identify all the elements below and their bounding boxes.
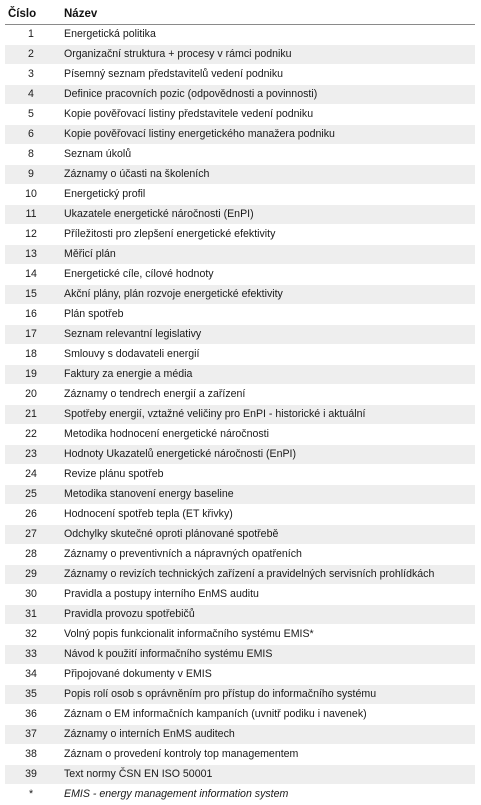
row-name: Energetická politika [60,25,475,45]
row-number: 11 [5,205,60,225]
table-row [5,385,475,405]
table-row [5,605,475,625]
row-name: Faktury za energie a média [60,365,475,385]
row-name: Hodnocení spotřeb tepla (ET křivky) [60,505,475,525]
row-name: Spotřeby energií, vztažné veličiny pro EnPI - historické i aktuální [60,405,475,425]
row-name: Pravidla provozu spotřebičů [60,605,475,625]
row-number: 32 [5,625,60,645]
table-row [5,345,475,365]
table-row [5,705,475,725]
row-name: Metodika hodnocení energetické náročnosti [60,425,475,445]
row-number: 25 [5,485,60,505]
row-number: 39 [5,765,60,785]
row-name: Záznam o provedení kontroly top managementem [60,745,475,765]
row-name: Připojované dokumenty v EMIS [60,665,475,685]
row-number: 36 [5,705,60,725]
row-number: 29 [5,565,60,585]
table-row [5,185,475,205]
table-row [5,325,475,345]
table-row [5,25,475,45]
row-name: Záznamy o tendrech energií a zařízení [60,385,475,405]
table-row [5,85,475,105]
row-number: 4 [5,85,60,105]
row-name: Seznam úkolů [60,145,475,165]
row-number: 22 [5,425,60,445]
table-row [5,665,475,685]
row-name: Záznamy o interních EnMS auditech [60,725,475,745]
row-name: Seznam relevantní legislativy [60,325,475,345]
table-row [5,765,475,785]
row-name: Volný popis funkcionalit informačního systému EMIS* [60,625,475,645]
table-row [5,305,475,325]
row-number: 28 [5,545,60,565]
row-number: 35 [5,685,60,705]
table-row [5,265,475,285]
row-number: 16 [5,305,60,325]
column-header-number: Číslo [5,4,60,25]
row-number: 24 [5,465,60,485]
row-name: Plán spotřeb [60,305,475,325]
row-name: Energetické cíle, cílové hodnoty [60,265,475,285]
table-row [5,105,475,125]
row-number: 6 [5,125,60,145]
row-name: Měřicí plán [60,245,475,265]
row-name: Odchylky skutečné oproti plánované spotřebě [60,525,475,545]
table-row [5,225,475,245]
row-name: Kopie pověřovací listiny energetického manažera podniku [60,125,475,145]
row-number: 15 [5,285,60,305]
table-row [5,125,475,145]
table-header-row [5,4,475,25]
footnote-marker: * [5,785,60,805]
footnote-row [5,785,475,805]
table-row [5,65,475,85]
row-name: Kopie pověřovací listiny představitele vedení podniku [60,105,475,125]
row-number: 21 [5,405,60,425]
table-row [5,725,475,745]
row-number: 31 [5,605,60,625]
row-number: 9 [5,165,60,185]
row-number: 20 [5,385,60,405]
table-row [5,505,475,525]
row-number: 34 [5,665,60,685]
documents-table [5,4,475,805]
row-number: 30 [5,585,60,605]
row-name: Akční plány, plán rozvoje energetické efektivity [60,285,475,305]
row-number: 3 [5,65,60,85]
row-name: Záznam o EM informačních kampaních (uvnitř podiku i navenek) [60,705,475,725]
table-row [5,425,475,445]
row-name: Ukazatele energetické náročnosti (EnPI) [60,205,475,225]
row-number: 33 [5,645,60,665]
row-name: Energetický profil [60,185,475,205]
table-row [5,405,475,425]
row-number: 2 [5,45,60,65]
row-name: Smlouvy s dodavateli energií [60,345,475,365]
row-name: Záznamy o účasti na školeních [60,165,475,185]
table-row [5,485,475,505]
table-row [5,585,475,605]
row-number: 8 [5,145,60,165]
row-name: Text normy ČSN EN ISO 50001 [60,765,475,785]
row-number: 27 [5,525,60,545]
row-number: 18 [5,345,60,365]
table-row [5,745,475,765]
row-number: 14 [5,265,60,285]
table-row [5,465,475,485]
row-number: 5 [5,105,60,125]
table-body [5,25,475,805]
column-header-name: Název [60,4,475,25]
table-row [5,45,475,65]
row-number: 1 [5,25,60,45]
row-name: Návod k použití informačního systému EMIS [60,645,475,665]
table-row [5,165,475,185]
table-row [5,545,475,565]
table-row [5,445,475,465]
row-number: 10 [5,185,60,205]
row-number: 37 [5,725,60,745]
table-row [5,145,475,165]
row-number: 19 [5,365,60,385]
table-row [5,365,475,385]
row-name: Příležitosti pro zlepšení energetické efektivity [60,225,475,245]
row-name: Metodika stanovení energy baseline [60,485,475,505]
table-row [5,685,475,705]
table-row [5,205,475,225]
footnote-text: EMIS - energy management information system [60,785,475,805]
table-row [5,565,475,585]
row-name: Pravidla a postupy interního EnMS auditu [60,585,475,605]
row-name: Popis rolí osob s oprávněním pro přístup do informačního systému [60,685,475,705]
row-name: Revize plánu spotřeb [60,465,475,485]
row-name: Záznamy o preventivních a nápravných opatřeních [60,545,475,565]
row-number: 12 [5,225,60,245]
table-row [5,525,475,545]
row-name: Definice pracovních pozic (odpovědnosti a povinnosti) [60,85,475,105]
table-row [5,645,475,665]
row-name: Písemný seznam představitelů vedení podniku [60,65,475,85]
row-number: 38 [5,745,60,765]
row-number: 13 [5,245,60,265]
table-row [5,285,475,305]
table-row [5,245,475,265]
row-number: 17 [5,325,60,345]
row-name: Hodnoty Ukazatelů energetické náročnosti (EnPI) [60,445,475,465]
row-number: 26 [5,505,60,525]
row-name: Organizační struktura + procesy v rámci podniku [60,45,475,65]
row-number: 23 [5,445,60,465]
table-row [5,625,475,645]
row-name: Záznamy o revizích technických zařízení a pravidelných servisních prohlídkách [60,565,475,585]
